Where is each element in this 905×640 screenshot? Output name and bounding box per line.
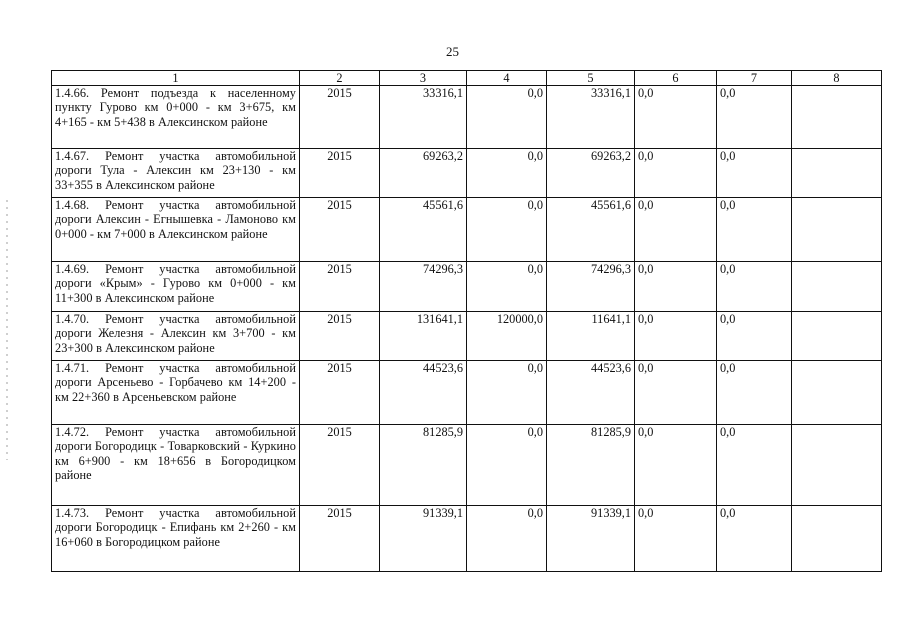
table-header-row — [52, 71, 882, 86]
table-row — [52, 198, 882, 262]
row-year: 2015 — [300, 506, 380, 572]
row-description: 1.4.73. Ремонт участка автомобильной дороги Богородицк - Епифань км 2+260 - км 16+060 в Богородицком районе — [52, 506, 300, 572]
row-col6: 0,0 — [635, 198, 717, 262]
scan-margin-dots — [6, 200, 8, 460]
row-total: 69263,2 — [380, 149, 467, 198]
row-col4: 0,0 — [467, 262, 547, 312]
row-col4: 0,0 — [467, 425, 547, 506]
row-year: 2015 — [300, 262, 380, 312]
row-col8 — [792, 506, 882, 572]
column-header: 6 — [635, 71, 717, 86]
row-col6: 0,0 — [635, 262, 717, 312]
row-year: 2015 — [300, 361, 380, 425]
table-row — [52, 312, 882, 361]
column-header: 5 — [547, 71, 635, 86]
row-col8 — [792, 198, 882, 262]
row-col5: 44523,6 — [547, 361, 635, 425]
row-total: 74296,3 — [380, 262, 467, 312]
row-col7: 0,0 — [717, 361, 792, 425]
row-col7: 0,0 — [717, 86, 792, 149]
row-year: 2015 — [300, 198, 380, 262]
row-col4: 0,0 — [467, 198, 547, 262]
row-col7: 0,0 — [717, 198, 792, 262]
row-col7: 0,0 — [717, 262, 792, 312]
row-total: 91339,1 — [380, 506, 467, 572]
column-header: 7 — [717, 71, 792, 86]
row-year: 2015 — [300, 425, 380, 506]
column-header: 4 — [467, 71, 547, 86]
row-total: 81285,9 — [380, 425, 467, 506]
row-col4: 0,0 — [467, 361, 547, 425]
column-header: 1 — [52, 71, 300, 86]
row-description: 1.4.66. Ремонт подъезда к населенному пункту Гурово км 0+000 - км 3+675, км 4+165 - км 5+438 в Алексинском районе — [52, 86, 300, 149]
table-row — [52, 361, 882, 425]
row-col7: 0,0 — [717, 149, 792, 198]
column-header: 2 — [300, 71, 380, 86]
row-col5: 91339,1 — [547, 506, 635, 572]
row-col6: 0,0 — [635, 425, 717, 506]
row-col4: 0,0 — [467, 86, 547, 149]
row-description: 1.4.71. Ремонт участка автомобильной дороги Арсеньево - Горбачево км 14+200 - км 22+360 в Арсеньевском районе — [52, 361, 300, 425]
row-description: 1.4.68. Ремонт участка автомобильной дороги Алексин - Егнышевка - Ламоново км 0+000 - км 7+000 в Алексинском районе — [52, 198, 300, 262]
row-year: 2015 — [300, 312, 380, 361]
row-col5: 74296,3 — [547, 262, 635, 312]
row-col8 — [792, 361, 882, 425]
row-col7: 0,0 — [717, 506, 792, 572]
row-col8 — [792, 262, 882, 312]
row-total: 44523,6 — [380, 361, 467, 425]
data-table — [51, 70, 882, 572]
row-col7: 0,0 — [717, 312, 792, 361]
row-description: 1.4.67. Ремонт участка автомобильной дороги Тула - Алексин км 23+130 - км 33+355 в Алексинском районе — [52, 149, 300, 198]
row-col4: 120000,0 — [467, 312, 547, 361]
row-total: 45561,6 — [380, 198, 467, 262]
row-year: 2015 — [300, 86, 380, 149]
row-col5: 81285,9 — [547, 425, 635, 506]
table-row — [52, 425, 882, 506]
row-col8 — [792, 86, 882, 149]
row-total: 33316,1 — [380, 86, 467, 149]
table-row — [52, 86, 882, 149]
row-col5: 11641,1 — [547, 312, 635, 361]
row-col5: 33316,1 — [547, 86, 635, 149]
row-total: 131641,1 — [380, 312, 467, 361]
row-col6: 0,0 — [635, 506, 717, 572]
row-col5: 45561,6 — [547, 198, 635, 262]
row-description: 1.4.70. Ремонт участка автомобильной дороги Железня - Алексин км 3+700 - км 23+300 в Алексинском районе — [52, 312, 300, 361]
row-col6: 0,0 — [635, 86, 717, 149]
row-col5: 69263,2 — [547, 149, 635, 198]
table-row — [52, 262, 882, 312]
row-col8 — [792, 425, 882, 506]
row-col6: 0,0 — [635, 361, 717, 425]
row-description: 1.4.72. Ремонт участка автомобильной дороги Богородицк - Товарковский - Куркино км 6+900 - км 18+656 в Богородицком районе — [52, 425, 300, 506]
row-col6: 0,0 — [635, 149, 717, 198]
row-col8 — [792, 149, 882, 198]
row-description: 1.4.69. Ремонт участка автомобильной дороги «Крым» - Гурово км 0+000 - км 11+300 в Алексинском районе — [52, 262, 300, 312]
row-col7: 0,0 — [717, 425, 792, 506]
row-col6: 0,0 — [635, 312, 717, 361]
row-year: 2015 — [300, 149, 380, 198]
row-col4: 0,0 — [467, 506, 547, 572]
table-row — [52, 506, 882, 572]
table-row — [52, 149, 882, 198]
column-header: 3 — [380, 71, 467, 86]
page-number: 25 — [446, 44, 459, 59]
column-header: 8 — [792, 71, 882, 86]
row-col4: 0,0 — [467, 149, 547, 198]
row-col8 — [792, 312, 882, 361]
